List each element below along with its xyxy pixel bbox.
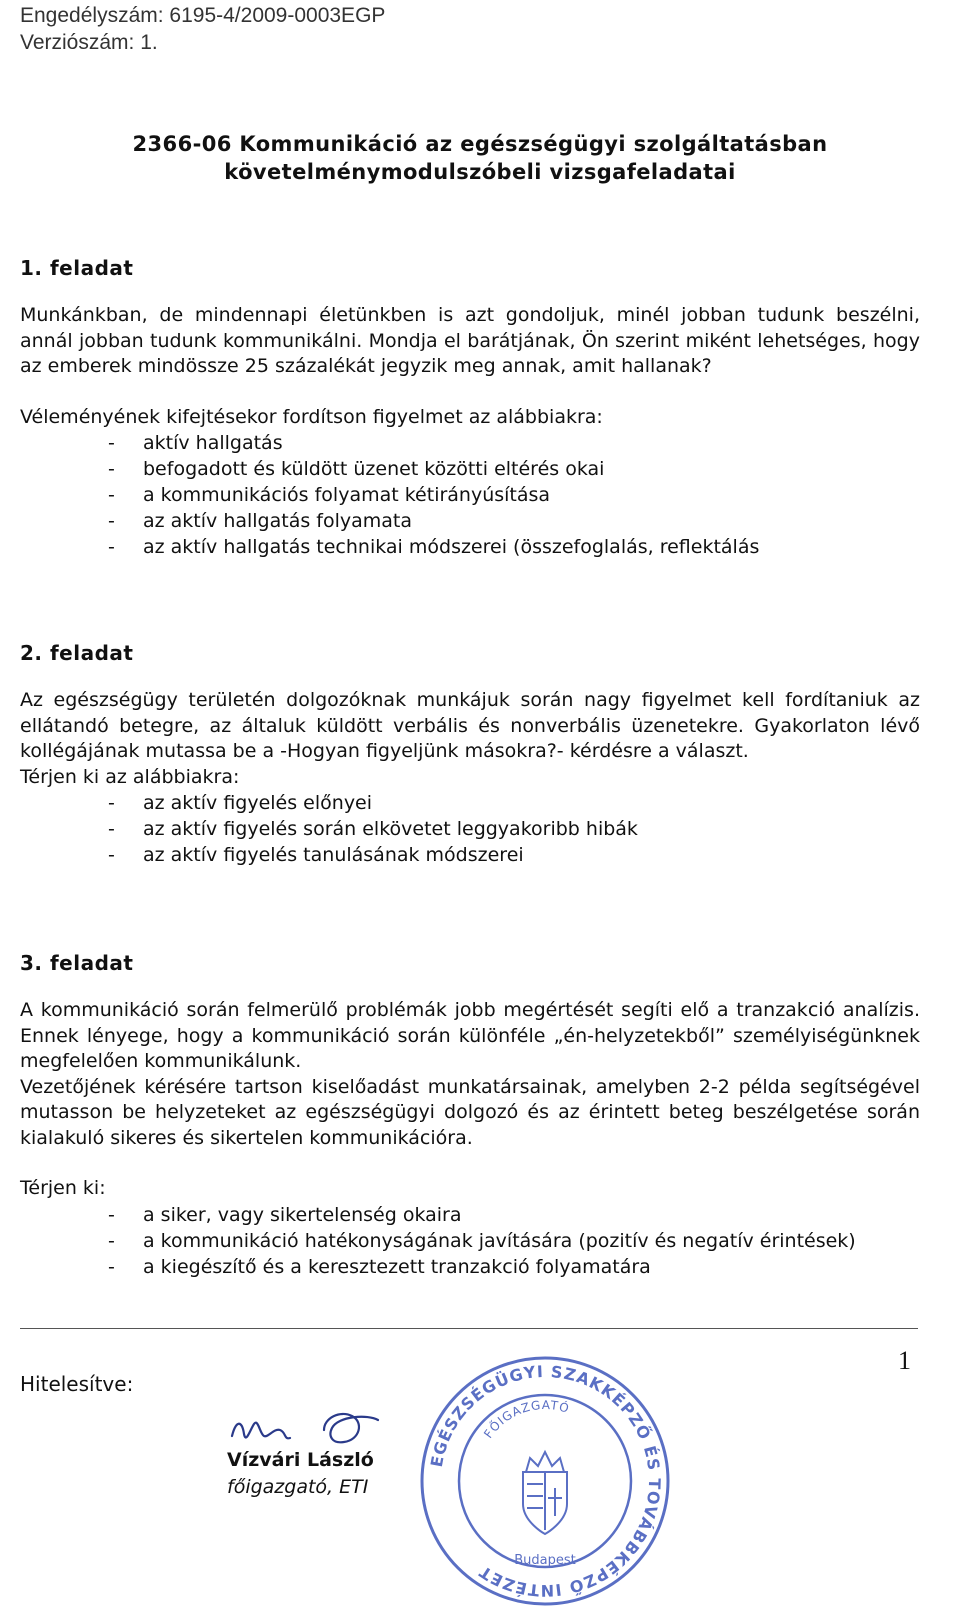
list-item-text: az aktív figyelés előnyei	[143, 792, 373, 814]
task-3	[20, 950, 920, 1280]
task-1-list	[20, 430, 920, 560]
list-item: - a siker, vagy sikertelenség okaira	[108, 1203, 462, 1226]
list-item: - a kommunikációs folyamat kétirányúsítása	[108, 484, 551, 506]
list-item: - befogadott és küldött üzenet közötti eltérés okai	[108, 458, 605, 480]
list-item: - az aktív hallgatás technikai módszerei (összefoglalás, reflektálás	[108, 536, 760, 558]
signer-name: Vízvári László	[227, 1449, 374, 1471]
list-item: - a kiegészítő és a keresztezett tranzakció folyamatára	[108, 1255, 651, 1278]
list-item-text: az aktív figyelés tanulásának módszerei	[143, 844, 524, 866]
spacer	[20, 1151, 920, 1176]
list-item-text: az aktív hallgatás technikai módszerei (összefoglalás, reflektálás	[143, 536, 760, 558]
title-line-1: 2366-06 Kommunikáció az egészségügyi szolgáltatásban	[132, 132, 828, 156]
task-3-intro: Térjen ki:	[20, 1177, 106, 1199]
task-1-heading: 1. feladat	[20, 256, 134, 280]
task-2-list	[20, 790, 920, 868]
task-3-list	[20, 1202, 920, 1280]
task-1	[20, 255, 920, 560]
list-item-text: az aktív hallgatás folyamata	[143, 510, 413, 532]
title-line-2: követelménymodulszóbeli vizsgafeladatai	[224, 160, 736, 184]
signer-title: főigazgató, ETI	[227, 1476, 369, 1498]
list-item-text: a kommunikációs folyamat kétirányúsítása	[143, 484, 551, 506]
seal-bottom-text: Budapest	[514, 1553, 576, 1568]
svg-text:FŐIGAZGATÓ	[481, 1398, 572, 1441]
task-2-heading: 2. feladat	[20, 641, 134, 665]
task-2-paragraph: Az egészségügy területén dolgozóknak munkájuk során nagy figyelmet kell fordítaniuk az ellátandó betegre, az általuk küldött verbális és nonverbális üzenetekre. Gyakorlaton lévő kollégájának mutassa be a -Hogyan figyeljünk másokra?- kérdésre a választ.	[20, 689, 920, 762]
list-item: - az aktív figyelés tanulásának módszerei	[108, 844, 524, 866]
list-item-text: a kommunikáció hatékonyságának javítására (pozitív és negatív érintések)	[143, 1229, 856, 1252]
list-item-text: a kiegészítő és a keresztezett tranzakció folyamatára	[143, 1255, 651, 1278]
signature-image	[228, 1400, 388, 1452]
license-number: Engedélyszám: 6195-4/2009-0003EGP	[20, 4, 386, 27]
list-item-text: befogadott és küldött üzenet közötti eltérés okai	[143, 458, 605, 480]
task-3-paragraph: A kommunikáció során felmerülő problémák jobb megértését segíti elő a tranzakció analízis. Ennek lényege, hogy a kommunikáció során különféle „én-helyzetekből” személyiségünknek megfelelően kommunikálunk.	[20, 999, 920, 1072]
task-1-intro: Véleményének kifejtésekor fordítson figyelmet az alábbiakra:	[20, 405, 603, 428]
list-item: - aktív hallgatás	[108, 432, 283, 454]
list-item-text: aktív hallgatás	[143, 432, 283, 454]
version-number: Verziószám: 1.	[20, 31, 158, 54]
document-title	[0, 130, 960, 186]
footer-divider	[20, 1328, 918, 1329]
task-3-paragraph-2: Vezetőjének kérésére tartson kiselőadást munkatársainak, amelyben 2-2 példa segítségével mutasson be helyzeteket az egészségügyi dolgozó és az érintett beteg beszélgetése során kialakuló sikeres és sikertelen kommunikációra.	[20, 1075, 920, 1149]
task-2	[20, 640, 920, 868]
certified-label: Hitelesítve:	[20, 1372, 134, 1396]
task-3-heading: 3. feladat	[20, 951, 134, 975]
official-seal	[418, 1354, 672, 1608]
task-1-paragraph: Munkánkban, de mindennapi életünkben is azt gondoljuk, minél jobban tudunk beszélni, annál jobban tudunk kommunikálni. Mondja el barátjának, Ön szerint miként lehetséges, hogy az emberek mindössze 25 százalékát jegyzik meg annak, amit hallanak?	[20, 304, 920, 377]
list-item-text: az aktív figyelés során elkövetet leggyakoribb hibák	[143, 818, 638, 840]
spacer	[20, 380, 920, 405]
list-item-text: a siker, vagy sikertelenség okaira	[143, 1203, 462, 1226]
seal-outer-text: EGÉSZSÉGÜGYI SZAKKÉPZŐ ÉS TOVÁBBKÉPZŐ INTÉZET	[426, 1361, 665, 1601]
seal-top-text: FŐIGAZGATÓ	[481, 1397, 572, 1441]
coat-of-arms-icon	[523, 1452, 567, 1534]
list-item: - a kommunikáció hatékonyságának javítására (pozitív és negatív érintések)	[108, 1229, 856, 1252]
list-item: - az aktív figyelés előnyei	[108, 792, 373, 814]
list-item: - az aktív figyelés során elkövetet leggyakoribb hibák	[108, 818, 638, 840]
task-2-intro: Térjen ki az alábbiakra:	[20, 765, 240, 788]
list-item: - az aktív hallgatás folyamata	[108, 510, 413, 532]
page-number: 1	[898, 1346, 911, 1375]
